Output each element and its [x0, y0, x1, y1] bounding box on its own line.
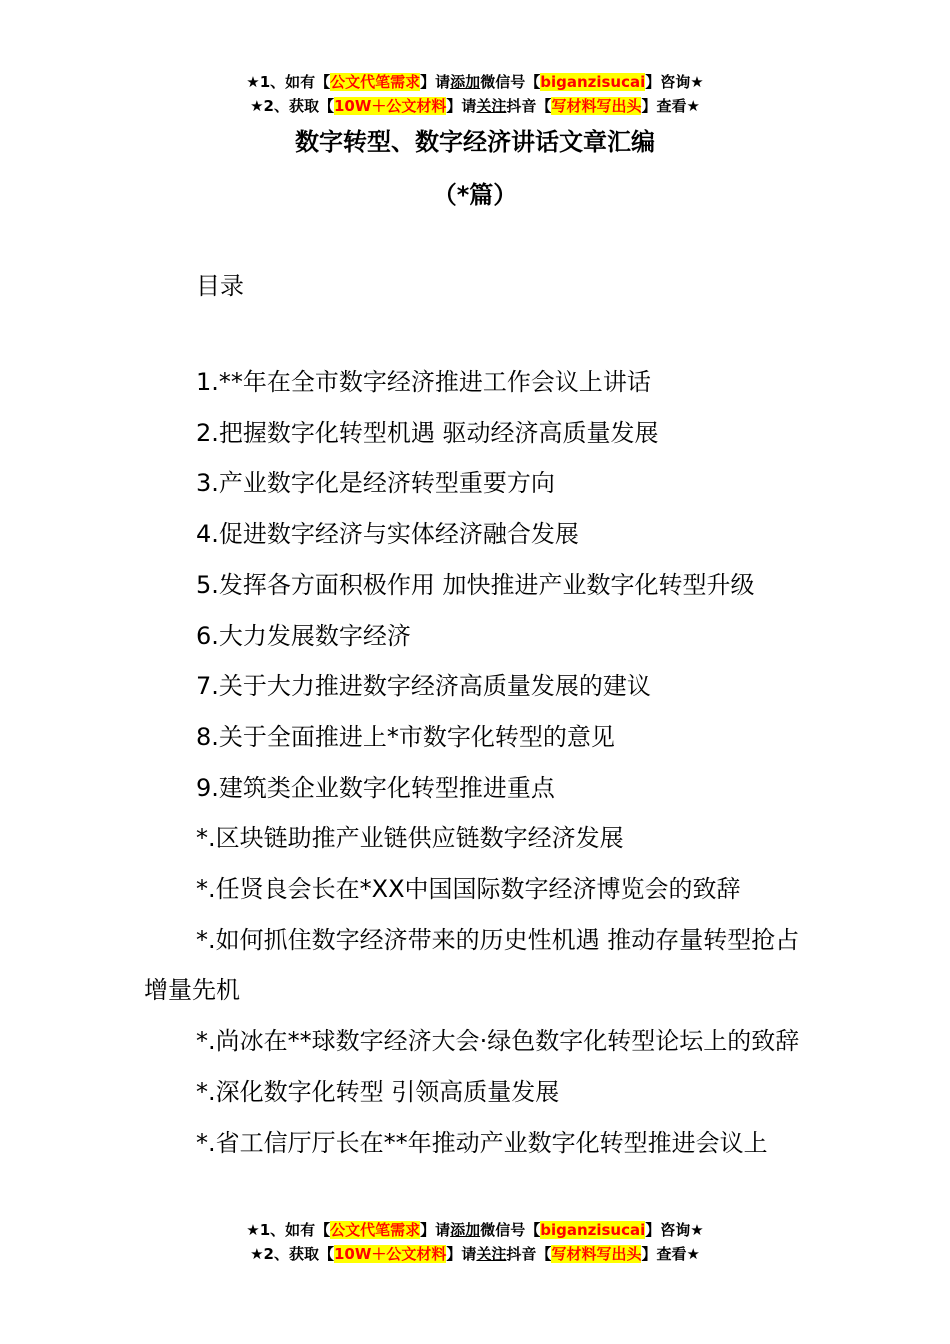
toc-item: *.省工信厅厅长在**年推动产业数字化转型推进会议上: [196, 1128, 768, 1157]
toc-item: 2.把握数字化转型机遇 驱动经济高质量发展: [196, 418, 659, 447]
toc-item: *.任贤良会长在*XX中国国际数字经济博览会的致辞: [196, 875, 741, 904]
banner-text: 1、如有【: [259, 1221, 331, 1239]
banner-text: 】请: [446, 97, 477, 115]
banner-text: 】请: [446, 1245, 477, 1263]
toc-item: *.深化数字化转型 引领高质量发展: [196, 1077, 560, 1106]
banner-line-1: [0, 1218, 950, 1242]
toc-item: 8.关于全面推进上*市数字化转型的意见: [196, 722, 615, 751]
banner-underlined: 添加: [450, 1221, 481, 1239]
banner-text: 】查看: [641, 97, 687, 115]
toc-heading: 目录: [196, 272, 244, 300]
banner-highlight: 10W＋公文材料: [333, 1245, 447, 1263]
document-title: 数字转型、数字经济讲话文章汇编: [295, 128, 655, 156]
star-icon: ★: [686, 1245, 700, 1263]
banner-text: 微信号【: [480, 1221, 541, 1239]
banner-highlight: biganzisucai: [540, 73, 646, 91]
toc-item: *.区块链助推产业链供应链数字经济发展: [196, 824, 624, 853]
toc-item: 4.促进数字经济与实体经济融合发展: [196, 520, 579, 549]
banner-highlight: 10W＋公文材料: [333, 97, 447, 115]
star-icon: ★: [690, 1221, 704, 1239]
banner-text: 2、获取【: [263, 1245, 334, 1263]
banner-text: 抖音【: [506, 1245, 552, 1263]
banner-line-2: [0, 1242, 950, 1266]
banner-highlight: biganzisucai: [540, 1221, 646, 1239]
banner-highlight: 写材料写出头: [551, 97, 642, 115]
banner-line-1: [0, 70, 950, 94]
banner-text: 抖音【: [506, 97, 552, 115]
toc-item: 3.产业数字化是经济转型重要方向: [196, 469, 555, 498]
toc-item: *.如何抓住数字经济带来的历史性机遇 推动存量转型抢占增量先机: [144, 925, 800, 1005]
banner-text: 】咨询: [645, 1221, 691, 1239]
star-icon: ★: [250, 1245, 264, 1263]
toc-item: 9.建筑类企业数字化转型推进重点: [196, 773, 555, 802]
banner-text: 2、获取【: [263, 97, 334, 115]
toc-item: 6.大力发展数字经济: [196, 621, 411, 650]
banner-underlined: 关注: [476, 97, 507, 115]
banner-text: 】咨询: [645, 73, 691, 91]
header-banner: [0, 70, 950, 118]
star-icon: ★: [246, 73, 260, 91]
toc-item: *.尚冰在**球数字经济大会·绿色数字化转型论坛上的致辞: [196, 1027, 800, 1056]
banner-highlight: 公文代笔需求: [330, 1221, 421, 1239]
banner-text: 】请: [420, 73, 451, 91]
document-subtitle: （*篇）: [432, 181, 518, 209]
banner-text: 】查看: [641, 1245, 687, 1263]
toc-item: 5.发挥各方面积极作用 加快推进产业数字化转型升级: [196, 570, 755, 599]
banner-highlight: 公文代笔需求: [330, 73, 421, 91]
star-icon: ★: [250, 97, 264, 115]
toc-item: 1.**年在全市数字经济推进工作会议上讲话: [196, 368, 651, 396]
banner-highlight: 写材料写出头: [551, 1245, 642, 1263]
banner-underlined: 关注: [476, 1245, 507, 1263]
footer-banner: [0, 1218, 950, 1266]
toc-item: 7.关于大力推进数字经济高质量发展的建议: [196, 672, 651, 701]
star-icon: ★: [246, 1221, 260, 1239]
toc-list: [144, 357, 816, 1168]
banner-text: 微信号【: [480, 73, 541, 91]
banner-text: 】请: [420, 1221, 451, 1239]
banner-text: 1、如有【: [259, 73, 331, 91]
banner-underlined: 添加: [450, 73, 481, 91]
banner-line-2: [0, 94, 950, 118]
star-icon: ★: [690, 73, 704, 91]
star-icon: ★: [686, 97, 700, 115]
